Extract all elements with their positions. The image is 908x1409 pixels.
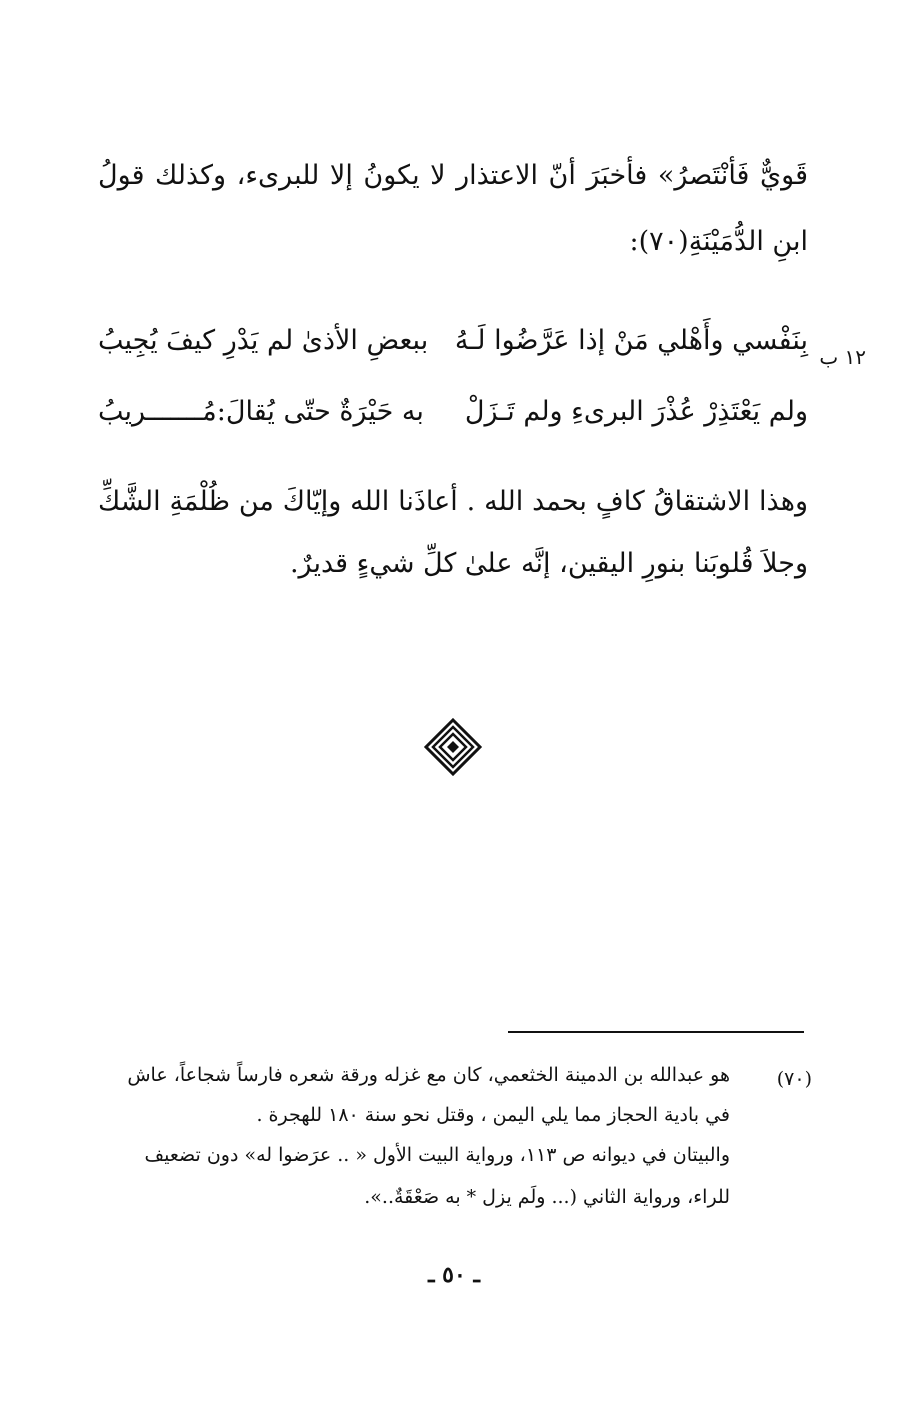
- verse-row-2: [98, 396, 808, 446]
- footnote-separator: [508, 1031, 804, 1033]
- page-number: ـ ٥٠ ـ: [428, 1262, 480, 1288]
- footnote-line-2: في بادية الحجاز مما يلي اليمن ، وقتل نحو سنة ١٨٠ للهجرة .: [256, 1104, 730, 1126]
- verse-2-second-hemistich: به حَيْرَةٌ حتّى يُقالَ:مُـــــــريبُ: [98, 396, 424, 427]
- verse-1-second-hemistich: ببعضِ الأذىٰ لم يَدْرِ كيفَ يُجِيبُ: [98, 325, 429, 356]
- body-line-1: قَويٌّ فَأنْتَصرُ» فأخبَرَ أنّ الاعتذار لا يكونُ إلا للبرىء، وكذلك قولُ: [98, 160, 808, 191]
- verse-1-first-hemistich: بِنَفْسي وأَهْلي مَنْ إذا عَرَّضُوا لَـهُ: [454, 325, 808, 356]
- closing-line-1: وهذا الاشتقاقُ كافٍ بحمد الله . أعاذَنا الله وإيّاكَ من ظُلْمَةِ الشَّكِّ: [98, 486, 808, 517]
- footnote-number: (٧٠): [776, 1068, 812, 1090]
- footnote-line-3: والبيتان في ديوانه ص ١١٣، ورواية البيت الأول « .. عرَضوا له» دون تضعيف: [144, 1144, 730, 1166]
- verse-marker: ١٢ ب: [819, 345, 866, 369]
- body-line-2: ابنِ الدُّمَيْنَةِ(٧٠):: [629, 226, 808, 257]
- closing-line-2: وجلاَ قُلوبَنا بنورِ اليقين، إنَّه علىٰ كلِّ شيءٍ قديرٌ.: [289, 548, 808, 579]
- verse-row-1: [98, 325, 808, 375]
- diamond-ornament-icon: [424, 718, 482, 776]
- verse-2-first-hemistich: ولم يَعْتَذِرْ عُذْرَ البرىءِ ولم تَـزَلْ: [464, 396, 808, 427]
- footnote-line-1: هو عبدالله بن الدمينة الخثعمي، كان مع غزله ورقة شعره فارساً شجاعاً، عاش: [127, 1064, 730, 1086]
- footnote-line-4: للراء، ورواية الثاني (... ولَم يزل * به صَعْقَةٌ..».: [364, 1186, 730, 1208]
